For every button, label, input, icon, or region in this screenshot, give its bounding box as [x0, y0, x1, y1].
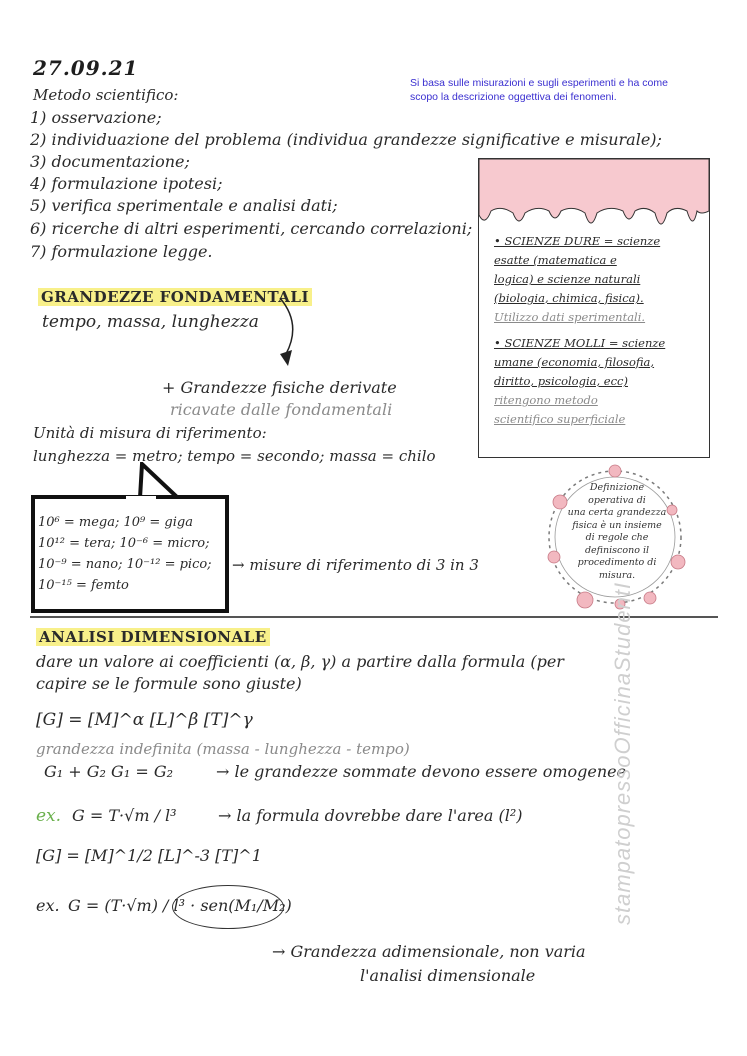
drip-decoration	[479, 159, 709, 239]
prefix-line: 10⁻⁹ = nano; 10⁻¹² = pico;	[38, 557, 212, 572]
indefinite-quantity: grandezza indefinita (massa - lunghezza - tempo)	[36, 740, 410, 758]
example-formula: G = T·√m / l³	[72, 806, 177, 825]
soft-line: scientifico superficiale	[494, 412, 626, 426]
hard-line: (biologia, chimica, fisica).	[494, 291, 644, 305]
example-label: ex.	[36, 896, 60, 915]
method-step: 4) formulazione ipotesi;	[30, 174, 223, 193]
sum-formula: G₁ + G₂ G₁ = G₂	[44, 762, 174, 781]
units-line: lunghezza = metro; tempo = secondo; massa = chilo	[33, 447, 436, 465]
definition-line: operativa di	[588, 494, 646, 506]
hard-line: • SCIENZE DURE = scienze	[494, 234, 661, 248]
arrow-down-icon	[250, 294, 300, 374]
method-step: 3) documentazione;	[30, 152, 190, 171]
method-step: 1) osservazione;	[30, 108, 162, 127]
definition-line: Definizione	[589, 482, 645, 493]
soft-line: diritto, psicologia, ecc)	[494, 374, 628, 388]
highlight-circle	[172, 885, 284, 929]
prefix-list	[38, 512, 212, 596]
prefix-line: 10¹² = tera; 10⁻⁶ = micro;	[38, 536, 210, 551]
fundamentals-heading-text: GRANDEZZE FONDAMENTALI	[38, 288, 312, 306]
units-title: Unità di misura di riferimento:	[33, 424, 267, 442]
speech-tail-cover-icon	[122, 490, 182, 504]
dimensional-formula: [G] = [M]^α [L]^β [T]^γ	[36, 710, 253, 730]
example-label: ex.	[36, 806, 62, 826]
method-step: 2) individuazione del problema (individua grandezze significative e misurale);	[30, 130, 662, 149]
method-step: 5) verifica sperimentale e analisi dati;	[30, 196, 338, 215]
hard-line: esatte (matematica e	[494, 253, 617, 267]
dimensional-heading	[36, 628, 270, 646]
example-note: l'analisi dimensionale	[360, 966, 536, 985]
hard-line: logica) e scienze naturali	[494, 272, 641, 286]
method-step: 6) ricerche di altri esperimenti, cercando correlazioni;	[30, 219, 473, 238]
method-step: 7) formulazione legge.	[30, 242, 213, 261]
example-formula: G = (T·√m) / l³ · sen(M₁/M₂)	[68, 896, 292, 915]
fundamentals-list: tempo, massa, lunghezza	[42, 312, 259, 332]
soft-sciences	[494, 334, 665, 429]
hard-sciences	[494, 232, 660, 327]
definition-line: misura.	[598, 569, 636, 581]
soft-line: ritengono metodo	[494, 393, 598, 407]
soft-line: • SCIENZE MOLLI = scienze	[494, 336, 666, 350]
definition-line: definiscono il	[584, 544, 650, 556]
watermark: stampatopressoOfficinaStudentI	[610, 581, 635, 925]
prefix-note: → misure di riferimento di 3 in 3	[232, 556, 479, 574]
example-note: → Grandezza adimensionale, non varia	[272, 942, 586, 961]
date: 27.09.21	[33, 56, 139, 80]
prefix-line: 10⁻¹⁵ = femto	[38, 578, 129, 593]
derived-quantities: + Grandezze fisiche derivate	[162, 378, 397, 397]
hard-line: Utilizzo dati sperimentali.	[494, 310, 646, 324]
method-title: Metodo scientifico:	[33, 86, 179, 104]
side-note	[410, 76, 668, 104]
dimensional-intro: dare un valore ai coefficienti (α, β, γ) a partire dalla formula (per	[36, 652, 564, 671]
definition-line: una certa grandezza	[567, 507, 667, 518]
definition-line: procedimento di	[577, 557, 657, 568]
example-note: → la formula dovrebbe dare l'area (l²)	[218, 806, 523, 825]
sum-note: → le grandezze sommate devono essere omogenee	[216, 762, 627, 781]
side-note-line: scopo la descrizione oggettiva dei fenomeni.	[410, 91, 617, 103]
definition-line: di regole che	[585, 532, 649, 543]
definition-line: fisica è un insieme	[572, 519, 662, 531]
side-note-line: Si basa sulle misurazioni e sugli esperimenti e ha come	[410, 77, 668, 89]
soft-line: umane (economia, filosofia,	[494, 355, 655, 369]
derived-note: ricavate dalle fondamentali	[170, 400, 393, 419]
dimensional-intro: capire se le formule sono giuste)	[36, 674, 302, 693]
dimensional-heading-text: ANALISI DIMENSIONALE	[36, 628, 270, 646]
prefix-line: 10⁶ = mega; 10⁹ = giga	[38, 515, 193, 530]
definition-text	[562, 482, 672, 582]
example-dimensions: [G] = [M]^1/2 [L]^-3 [T]^1	[36, 846, 262, 865]
